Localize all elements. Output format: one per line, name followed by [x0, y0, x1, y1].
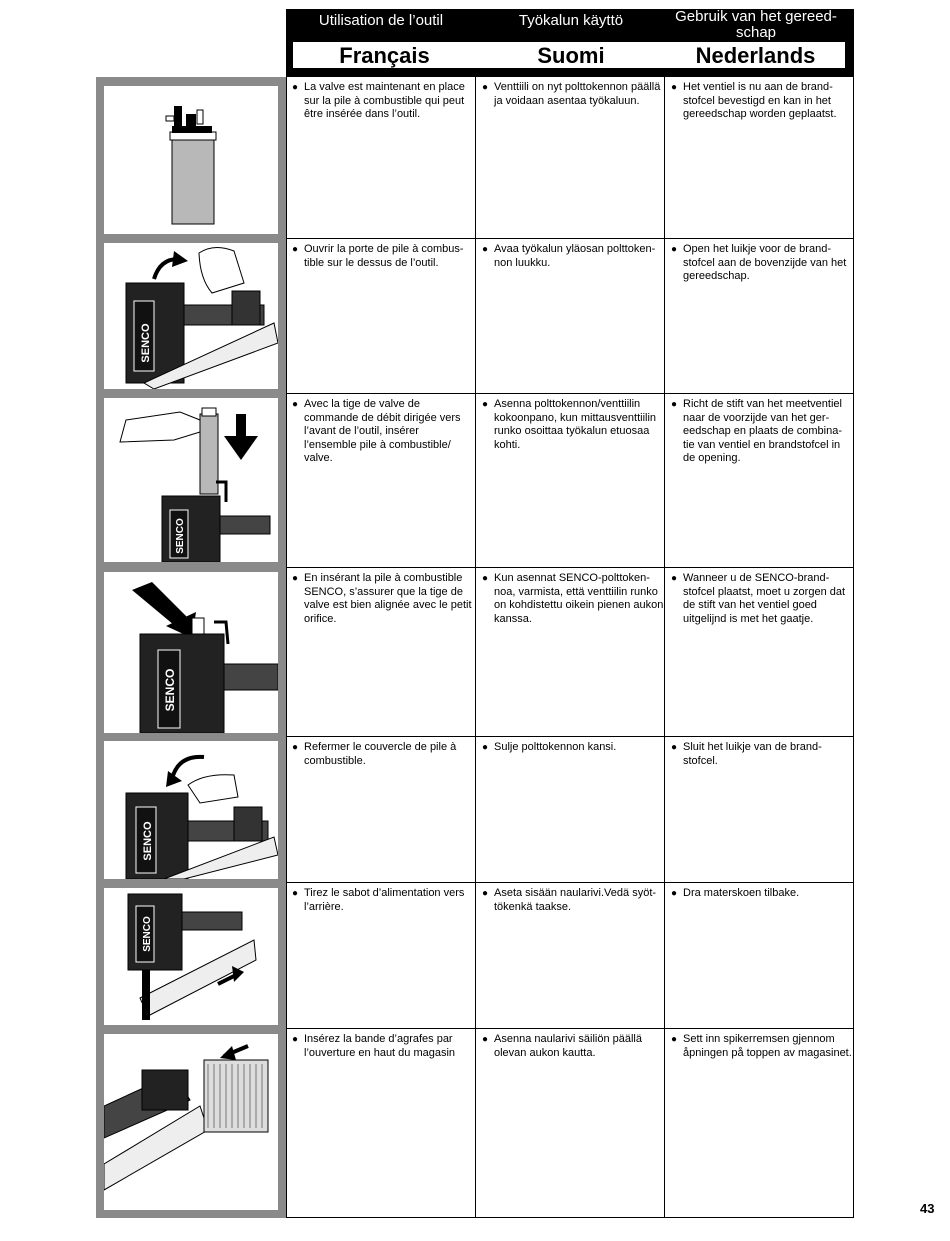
brand-logo: SENCO: [142, 916, 153, 952]
instruction-nl: ● Sett inn spikerremsen gjennom åpningen på toppen av magasinet.: [667, 1033, 853, 1060]
illustration-open-fuel-cell-door: [104, 243, 278, 389]
instruction-fi: ● Sulje polttokennon kansi.: [478, 741, 664, 755]
language-fi: Suomi: [537, 43, 605, 68]
instruction-fr: ● Refermer le couvercle de pile à combustible.: [288, 741, 474, 768]
instruction-nl: ● Wanneer u de SENCO-brand-stofcel plaatst, moet u zorgen dat de stift van het ventiel goed uitgelijnd is met het gaatje.: [667, 572, 853, 626]
instruction-nl: ● Dra materskoen tilbake.: [667, 887, 853, 901]
column-title-nl: Gebruik van het gereed-schap: [675, 8, 837, 41]
row-divider: [286, 1028, 854, 1029]
illustration-insert-nail-strip: [104, 1034, 278, 1210]
brand-logo: SENCO: [163, 668, 177, 712]
instruction-fr: ● La valve est maintenant en place sur la pile à combustible qui peut être insérée dans l’outil.: [288, 81, 474, 122]
instruction-fr: ● Avec la tige de valve de commande de débit dirigée vers l’avant de l’outil, insérer l’ensemble pile à combustible/ valve.: [288, 398, 474, 466]
row-divider: [286, 567, 854, 568]
instruction-nl: ● Het ventiel is nu aan de brand-stofcel bevestigd en kan in het gereedschap worden geplaatst.: [667, 81, 853, 122]
instruction-fr: ● Insérez la bande d’agrafes par l’ouverture en haut du magasin: [288, 1033, 474, 1060]
language-nl: Nederlands: [695, 43, 816, 68]
brand-logo: SENCO: [142, 821, 154, 861]
column-divider: [853, 77, 854, 1218]
column-title-fr: Utilisation de l’outil: [318, 12, 444, 29]
instruction-fi: ● Aseta sisään naularivi.Vedä syöt-tökenkä taakse.: [478, 887, 664, 914]
instruction-nl: ● Richt de stift van het meetventiel naar de voorzijde van het ger-eedschap en plaats de combina-tie van ventiel en brandstofcel in de opening.: [667, 398, 853, 466]
instruction-nl: ● Open het luikje voor de brand-stofcel aan de bovenzijde van het gereedschap.: [667, 243, 853, 284]
instruction-fr: ● En insérant la pile à combustible SENCO, s’assurer que la tige de valve est bien alignée avec le petit orifice.: [288, 572, 474, 626]
instruction-table: [286, 77, 854, 1218]
row-divider: [286, 1217, 854, 1218]
column-divider: [664, 77, 665, 1218]
column-divider: [286, 77, 287, 1218]
page-number: 43: [920, 1201, 935, 1216]
instruction-fi: ● Kun asennat SENCO-polttoken-noa, varmista, että venttiilin runko on kohdistettu oikein pienen aukon kanssa.: [478, 572, 664, 626]
column-title-fi: Työkalun käyttö: [518, 12, 624, 29]
row-divider: [286, 393, 854, 394]
brand-logo: SENCO: [175, 518, 186, 554]
illustration-pull-back-feed-shoe: [104, 888, 278, 1025]
instruction-fi: ● Venttiili on nyt polttokennon päällä ja voidaan asentaa työkaluun.: [478, 81, 664, 108]
instruction-fi: ● Avaa työkalun yläosan polttoken-non luukku.: [478, 243, 664, 270]
brand-logo: SENCO: [140, 323, 152, 363]
instruction-fi: ● Asenna naularivi säiliön päällä olevan aukon kautta.: [478, 1033, 664, 1060]
row-divider: [286, 736, 854, 737]
illustration-align-valve-stem: [104, 572, 278, 733]
instruction-fr: ● Ouvrir la porte de pile à combus-tible sur le dessus de l’outil.: [288, 243, 474, 270]
instruction-fr: ● Tirez le sabot d’alimentation vers l’arrière.: [288, 887, 474, 914]
illustration-insert-fuel-cell: [104, 398, 278, 562]
row-divider: [286, 238, 854, 239]
column-divider: [475, 77, 476, 1218]
language-bar: [293, 42, 845, 68]
table-header: [286, 9, 854, 77]
instruction-fi: ● Asenna polttokennon/venttiilin kokoonpano, kun mittausventtiilin runko osoittaa työkalun etuosaa kohti.: [478, 398, 664, 452]
instruction-nl: ● Sluit het luikje van de brand-stofcel.: [667, 741, 853, 768]
row-divider: [286, 882, 854, 883]
language-fr: Français: [339, 43, 430, 68]
illustration-close-fuel-cell-cover: [104, 741, 278, 879]
illustration-fuel-cell-with-valve: [104, 86, 278, 234]
